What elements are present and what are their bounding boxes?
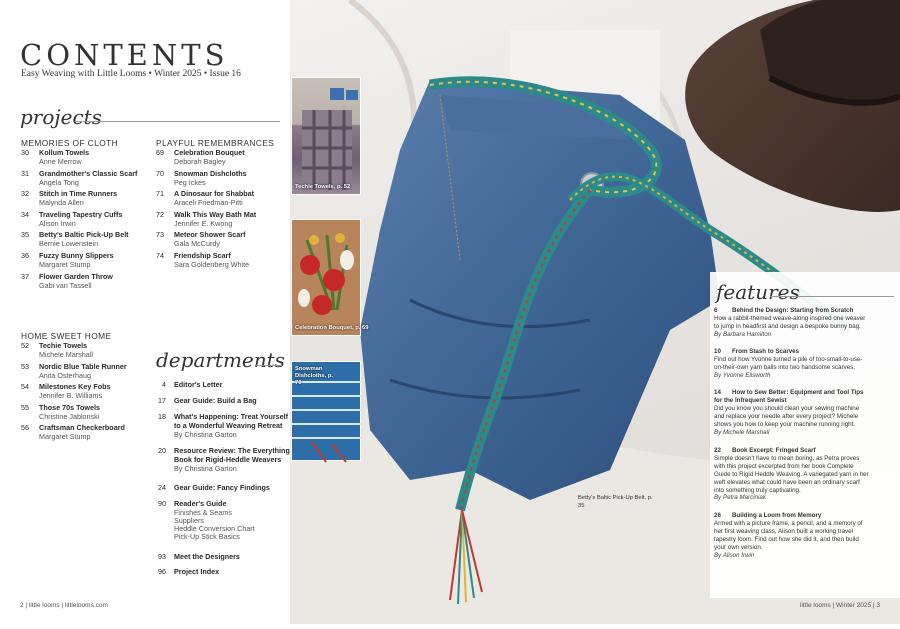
- feature-author: By Yvonne Ellsworth: [714, 371, 771, 379]
- features-heading: features: [716, 280, 800, 304]
- page-number: 74: [156, 251, 164, 260]
- thumbnail-caption: Techie Towels, p. 52: [295, 184, 351, 190]
- belt-photo-caption: Betty's Baltic Pick-Up Belt, p. 35: [578, 495, 653, 509]
- entry-title: Flower Garden Throw: [39, 271, 113, 281]
- entry-title: Milestones Key Fobs: [39, 382, 111, 392]
- page-number: 52: [21, 341, 29, 350]
- toc-entry[interactable]: [21, 210, 146, 229]
- page-number: 4: [162, 380, 166, 389]
- thumbnail-celebration-bouquet[interactable]: [291, 219, 369, 336]
- feature-description: How a rabbit-themed weave-along inspired one weaver to jump in headfirst and design a bespoke bunny bag.: [714, 314, 866, 330]
- entry-title: Grandmother's Classic Scarf: [39, 168, 138, 178]
- page-number: 26: [714, 512, 721, 519]
- entry-title: Techie Towels: [39, 341, 88, 350]
- page-number: 18: [158, 412, 166, 421]
- entry-author: Michele Marshall: [39, 350, 93, 359]
- page-number: 22: [714, 447, 721, 454]
- entry-title: Fuzzy Bunny Slippers: [39, 251, 114, 260]
- bouquet-illustration: [292, 220, 362, 337]
- page-number: 70: [156, 168, 164, 178]
- feature-description: Find out how Yvonne turned a pile of too-small-to-use-on-their-own yarn balls into two handsome scarves.: [714, 355, 863, 371]
- feature-author: By Petra Marciniak: [714, 494, 766, 502]
- page-number: 54: [21, 382, 29, 392]
- department-entry[interactable]: [156, 380, 286, 392]
- entry-title: Snowman Dishcloths: [174, 168, 247, 178]
- page-number: 53: [21, 361, 29, 371]
- thumbnail-caption: Snowman Dishcloths, p. 70: [295, 366, 334, 386]
- entry-title: Gear Guide: Build a Bag: [174, 396, 257, 405]
- page-number: 55: [21, 402, 29, 412]
- entry-title: Friendship Scarf: [174, 251, 231, 260]
- toc-entry[interactable]: [21, 169, 146, 188]
- toc-entry[interactable]: [21, 189, 146, 208]
- feature-entry[interactable]: [714, 307, 870, 339]
- page-number: 72: [156, 209, 164, 219]
- page-number: 69: [156, 148, 164, 157]
- feature-entry[interactable]: [714, 512, 870, 559]
- entry-title: Celebration Bouquet: [174, 148, 245, 157]
- entry-author: By Christina Garton: [174, 430, 237, 439]
- entry-subitem: Finishes & Seams: [174, 508, 232, 517]
- feature-author: By Michele Marshall: [714, 428, 770, 436]
- entry-title-line2: Book for Rigid-Heddle Weavers: [174, 455, 282, 464]
- entry-author: Bernie Lowenstein: [39, 239, 99, 249]
- page-number: 31: [21, 168, 29, 178]
- feature-description: Simple doesn't have to mean boring, as Petra proves with this project excerpted from her book Complete Guide to Rigid Heddle Weaving. A variegated yarn in her weft elevates what could have been an ordinary scarf into something truly captivating.: [714, 454, 869, 494]
- toc-entry[interactable]: [156, 251, 281, 270]
- page-number: 56: [21, 423, 29, 433]
- toc-entry[interactable]: [21, 423, 146, 442]
- department-entry[interactable]: [156, 446, 290, 473]
- entry-author: Angela Tong: [39, 177, 79, 187]
- feature-author: By Alison Irwin: [714, 551, 755, 559]
- feature-title: Book Excerpt: Fringed Scarf: [732, 447, 816, 454]
- entry-title: Traveling Tapestry Cuffs: [39, 209, 123, 219]
- toc-entry[interactable]: [21, 341, 146, 360]
- entry-subitem: Heddle Conversion Chart: [174, 524, 255, 533]
- entry-title: Nordic Blue Table Runner: [39, 361, 127, 371]
- page-number: 96: [158, 567, 166, 576]
- page-title: CONTENTS: [20, 38, 229, 72]
- department-entry[interactable]: [156, 396, 286, 408]
- toc-entry[interactable]: [156, 169, 281, 188]
- entry-author: Margaret Stump: [39, 260, 91, 269]
- feature-entry[interactable]: [714, 389, 870, 436]
- features-rule: [770, 296, 894, 297]
- entry-author: Anita Osterhaug: [39, 370, 91, 380]
- entry-author: Gabi van Tassell: [39, 280, 92, 290]
- department-entry[interactable]: [156, 567, 286, 579]
- toc-entry[interactable]: [21, 382, 146, 401]
- page-number: 71: [156, 189, 164, 199]
- feature-title: Behind the Design: Starting from Scratch: [732, 307, 854, 314]
- toc-entry[interactable]: [156, 230, 281, 249]
- feature-title: How to Sew Better: Equipment and Tool Tips for the Infrequent Sewist: [714, 389, 864, 404]
- folio-left: 2 | little looms | littlelooms.com: [20, 602, 108, 609]
- toc-entry[interactable]: [21, 362, 146, 381]
- projects-rule: [76, 121, 280, 122]
- thumbnail-techie-towels[interactable]: [291, 77, 361, 195]
- entry-title: Reader's Guide: [174, 499, 227, 508]
- toc-entry[interactable]: [21, 148, 146, 167]
- entry-subitem: Suppliers: [174, 516, 204, 525]
- toc-entry[interactable]: [156, 148, 281, 167]
- page-number: 90: [158, 499, 166, 508]
- feature-entry[interactable]: [714, 447, 870, 502]
- entry-title: Editor's Letter: [174, 380, 223, 389]
- projects-heading: projects: [20, 105, 102, 129]
- entry-title: Meet the Designers: [174, 552, 240, 561]
- entry-author: Margaret Stump: [39, 432, 91, 442]
- feature-entry[interactable]: [714, 348, 870, 380]
- section-heading: MEMORIES OF CLOTH: [21, 138, 119, 148]
- section-heading: PLAYFUL REMEMBRANCES: [156, 138, 275, 148]
- page-number: 24: [158, 483, 166, 492]
- department-entry[interactable]: [156, 552, 286, 564]
- feature-description: Armed with a picture frame, a pencil, and a memory of her first weaving class, Alison built a working travel tapestry loom. Find out how she did it, and then build your own version.: [714, 519, 863, 551]
- toc-entry[interactable]: [21, 403, 146, 422]
- page-number: 93: [158, 552, 166, 561]
- toc-entry[interactable]: [156, 189, 281, 208]
- entry-title: Project Index: [174, 567, 220, 576]
- entry-author: Araceli Friedman-Pitti: [174, 198, 243, 208]
- entry-author: Peg Ickes: [174, 177, 206, 187]
- page-number: 30: [21, 148, 29, 157]
- entry-title: Kollum Towels: [39, 148, 90, 157]
- entry-title: Those 70s Towels: [39, 402, 100, 412]
- entry-title: Resource Review: The Everything: [174, 446, 290, 455]
- thumbnail-caption: Celebration Bouquet, p. 69: [295, 325, 369, 331]
- entry-title: Gear Guide: Fancy Findings: [174, 483, 270, 492]
- department-entry[interactable]: [156, 412, 289, 439]
- entry-author: Malynda Allen: [39, 198, 84, 208]
- issue-subtitle: Easy Weaving with Little Looms • Winter 2025 • Issue 16: [21, 69, 241, 79]
- entry-title: Betty's Baltic Pick-Up Belt: [39, 230, 129, 240]
- entry-title: Stitch in Time Runners: [39, 189, 118, 199]
- page-number: 73: [156, 230, 164, 240]
- feature-title: From Stash to Scarves: [732, 348, 800, 355]
- page-number: 17: [158, 396, 166, 405]
- entry-title: Meteor Shower Scarf: [174, 230, 246, 240]
- page-number: 34: [21, 209, 29, 219]
- page-number: 14: [714, 389, 721, 396]
- departments-heading: departments: [156, 348, 285, 372]
- section-heading: HOME SWEET HOME: [21, 331, 112, 341]
- feature-author: By Barbara Hamilton: [714, 330, 772, 338]
- entry-author: Jennifer E. Kwong: [174, 218, 233, 228]
- entry-subitem: Pick-Up Stick Basics: [174, 532, 240, 541]
- entry-title: What's Happening: Treat Yourself: [174, 412, 289, 421]
- page-number: 10: [714, 348, 721, 355]
- feature-description: Did you know you should clean your sewing machine and replace your needle after every project? Michele shows you how to keep your machine running right.: [714, 404, 860, 428]
- entry-author: By Christina Garton: [174, 464, 237, 473]
- entry-author: Sara Goldenberg White: [174, 260, 250, 269]
- feature-title: Building a Loom from Memory: [732, 512, 822, 519]
- page-number: 6: [714, 307, 718, 314]
- page-number: 36: [21, 251, 29, 260]
- towel-illustration: [292, 78, 362, 196]
- page-number: 37: [21, 271, 29, 281]
- entry-author: Alison Irwin: [39, 218, 76, 228]
- page-number: 35: [21, 230, 29, 240]
- toc-entry[interactable]: [21, 251, 146, 270]
- entry-title-line2: to a Wonderful Weaving Retreat: [174, 421, 283, 430]
- entry-author: Gala McCurdy: [174, 239, 220, 249]
- entry-author: Anne Merrow: [39, 157, 82, 166]
- entry-author: Christine Jablonski: [39, 411, 100, 421]
- entry-author: Jennifer B. Williams: [39, 391, 103, 401]
- entry-author: Deborah Bagley: [174, 157, 226, 166]
- toc-entry[interactable]: [156, 210, 281, 229]
- department-entry[interactable]: [156, 499, 286, 541]
- page-number: 20: [158, 446, 166, 455]
- department-entry[interactable]: [156, 483, 286, 495]
- toc-entry[interactable]: [21, 272, 146, 291]
- thumbnail-snowman-dishcloths[interactable]: [291, 361, 361, 461]
- page-number: 32: [21, 189, 29, 199]
- entry-title: Walk This Way Bath Mat: [174, 209, 257, 219]
- departments-rule: [256, 365, 282, 366]
- entry-title: A Dinosaur for Shabbat: [174, 189, 254, 199]
- entry-title: Craftsman Checkerboard: [39, 423, 125, 433]
- toc-entry[interactable]: [21, 230, 146, 249]
- folio-right: little looms | Winter 2025 | 3: [800, 602, 880, 609]
